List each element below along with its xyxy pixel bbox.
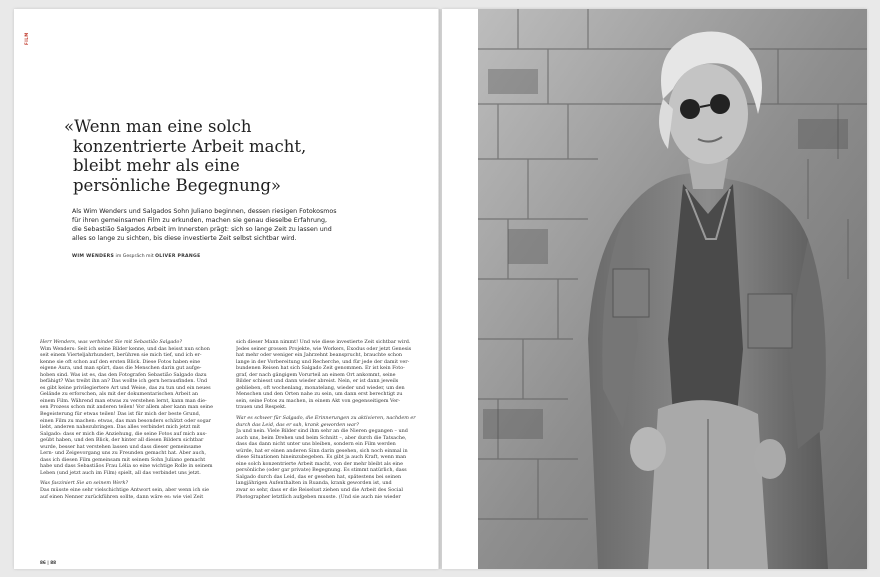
right-page	[442, 9, 867, 569]
body-line: geübt haben, und den Blick, der hinter all diesen Bildern sichtbar	[40, 437, 204, 444]
body-line: lange in der Vorbereitung und Recherche, und für jede der damit ver-	[236, 358, 410, 365]
body-line: diese Situationen hineinzubegeben. Es gibt ja auch Kraft, wenn man	[236, 454, 407, 461]
headline-line: persönliche Begegnung»	[73, 175, 281, 195]
body-line: Menschen und den Orten nahe zu sein, um dann erst berechtigt zu	[236, 391, 403, 398]
body-line: Lern- und Zeigevorgang uns zu Freunden gemacht hat. Aber auch,	[40, 450, 207, 457]
left-page	[14, 9, 439, 569]
lede-line: die Sebastião Salgados Arbeit im Innersten prägt: sich so lange Zeit zu lassen und	[72, 226, 332, 233]
headline-line: «Wenn man eine solch	[64, 117, 252, 136]
body-line: liebt, anderen nahezubringen. Das alles verbindet mich jetzt mit	[40, 424, 201, 431]
body-line: Gelände zu erforschen, als mit der dokumentarischen Arbeit an	[40, 391, 199, 398]
byline-middle: im Gespräch mit	[114, 254, 156, 259]
question-line: War es schwer für Salgado, die Erinnerungen zu aktivieren, nachdem er	[236, 415, 416, 422]
body-line: wurde, besser hat verstehen lassen und dass dieser gemeinsame	[40, 443, 202, 450]
question-line: Was fasziniert Sie an seinem Werk?	[40, 480, 129, 487]
question-line: Herr Wenders, was verbindet Sie mit Sebastião Salgado?	[40, 339, 182, 345]
body-line: eine solch konzentrierte Arbeit macht, von der mehr bleibt als eine	[236, 460, 403, 467]
lede-line: für ihren gemeinsamen Film zu erkunden, machen sie genau dieselbe Erfahrung,	[72, 217, 328, 224]
body-line: einen Film zu machen: etwas, das man besonders schätzt oder sogar	[40, 417, 211, 424]
body-line: zwar so sehr, dass er die Reiselust ziehen und die Arbeit des Social	[236, 487, 403, 494]
body-line: graf, der nach gängigem Vorurteil an einem Ort ankommt, seine	[236, 371, 396, 378]
body-column-1	[40, 339, 220, 500]
body-line: Salgado: dass er mich die Anziehung, die seine Fotos auf mich aus-	[40, 430, 207, 437]
lede-line: alles so lange zu sichten, bis diese investierte Zeit selbst sichtbar wird.	[72, 235, 297, 242]
body-line: auf einen Nenner zurückführen sollte, dann wäre es: wie viel Zeit	[40, 493, 204, 500]
body-line: dass das dann nicht unter uns bleiben, sondern ein Film werden	[236, 441, 396, 448]
body-line: Leben (und jetzt auch im Film) spielt, all das verbindet uns jetzt.	[40, 469, 201, 476]
body-line: seit einem Vierteljahrhundert, berühren sie mich tief, und ich er-	[40, 352, 202, 359]
body-line: dass ich diesen Film gemeinsam mit seinem Sohn Juliano gemacht	[40, 456, 206, 463]
portrait-photo	[478, 9, 867, 569]
body-line: trauen und Respekt.	[236, 404, 287, 411]
body-line: sen Prozess schon mit anderen teilen! Vor allem aber kann man seine	[40, 404, 213, 411]
section-tag: FILM	[24, 32, 29, 45]
lede	[72, 207, 372, 243]
body-line: einem Film. Während man etwas zu verstehen lernt, kann man die-	[40, 397, 207, 404]
body-line: kenne sie oft schon auf den ersten Blick. Diese Fotos haben eine	[40, 358, 201, 365]
headline-line: bleibt mehr als eine	[73, 156, 240, 175]
question-line: durch das Leid, das er sah, krank geworden war?	[236, 421, 359, 428]
body-column-2	[236, 339, 416, 500]
byline-author: WIM WENDERS	[72, 254, 115, 259]
body-line: Salgado durch das Leid, das er gesehen hat, spätestens bei seinen	[236, 473, 402, 480]
body-line: Photographer letztlich aufgeben musste. (Und sie auch nie wieder	[236, 493, 401, 500]
body-line: habe und dass Sebastiãos Frau Lélia so eine wichtige Rolle in seinem	[40, 463, 213, 470]
body-line: Jedes seiner grossen Projekte, wie Workers, Exodus oder jetzt Genesis	[236, 345, 412, 352]
byline-interviewer: OLIVER PRANGE	[155, 254, 201, 259]
body-line: Ja und nein. Viele Bilder sind ihm sehr an die Nieren gegangen – und	[236, 428, 408, 435]
body-line: hat mehr oder weniger ein Jahrzehnt beansprucht, brauchte schon	[236, 352, 403, 359]
body-line: Das müsste eine sehr vielschichtige Antwort sein, aber wenn ich sie	[40, 487, 209, 494]
headline-line: konzentrierte Arbeit macht,	[73, 136, 307, 156]
body-line: Wim Wenders: Seit ich seine Bilder kenne, und das heisst nun schon	[40, 345, 210, 352]
body-line: Begeisterung für etwas teilen! Das ist für mich der beste Grund,	[40, 411, 201, 418]
byline	[72, 254, 201, 259]
body-line: persönliche (oder gar private) Begegnung. Es stimmt natürlich, dass	[236, 467, 407, 474]
body-line: hoben sind. Was ist es, das den Fotografen Sebastião Salgado dazu	[40, 371, 207, 378]
body-line: eigene Aura, und man spürt, dass die Menschen darin gut aufge-	[40, 365, 202, 372]
body-line: geblieben, oft wochenlang, monatelang, wieder und wieder, um den	[236, 384, 405, 391]
body-line: langjährigen Aufenthalten in Ruanda, krank geworden ist, und	[236, 480, 392, 487]
body-line: es gibt keine privilegiertere Art und Weise, das zu tun und ein neues	[40, 384, 211, 391]
body-line: Bilder schiesst und dann wieder abreist. Nein, er ist dann jeweils	[236, 378, 399, 385]
lede-line: Als Wim Wenders und Salgados Sohn Juliano beginnen, dessen riesigen Fotokosmos	[72, 208, 337, 215]
body-line: bundenen Reisen hat sich Salgado Zeit genommen. Er ist kein Foto-	[236, 365, 405, 372]
headline	[64, 117, 334, 195]
body-line: sein, seine Fotos zu machen, in einem Akt von gegenseitigem Ver-	[236, 397, 400, 404]
body-line: auch uns, beim Drehen und beim Schnitt –, aber durch die Tatsache,	[236, 434, 407, 441]
body-line: sich dieser Mann nimmt! Und wie diese investierte Zeit sichtbar wird.	[236, 339, 411, 345]
body-line: befähigt? Was treibt ihn an? Das wollte ich gern herausfinden. Und	[40, 378, 208, 385]
page-number: 86 | 88	[40, 560, 57, 565]
body-line: würde, hat er einen anderen Sinn darin gesehen, sich noch einmal in	[236, 447, 408, 454]
